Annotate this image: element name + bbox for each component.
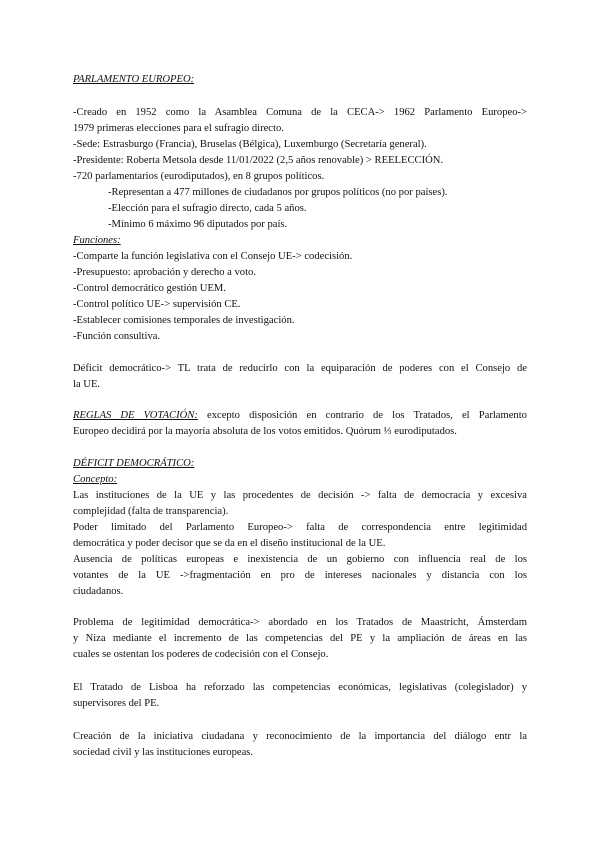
paragraph-line: complejidad (falta de transparencia).	[73, 506, 229, 517]
text-line: -Sede: Estrasburgo (Francia), Bruselas (Bélgica), Luxemburgo (Secretaría general).	[73, 139, 427, 150]
indented-line: -Elección para el sufragio directo, cada 5 años.	[108, 203, 307, 214]
functions-heading: Funciones:	[73, 235, 121, 246]
voting-rules-line: Europeo decidirá por la mayoría absoluta de los votos emitidos. Quórum ⅓ eurodiputados.	[73, 426, 457, 437]
paragraph-line: sociedad civil y las instituciones europeas.	[73, 747, 254, 758]
function-item: -Control político UE-> supervisión CE.	[73, 299, 241, 310]
paragraph-line: El Tratado de Lisboa ha reforzado las competencias económicas, legislativas (colegislador) y	[73, 682, 527, 693]
section-title-deficit: DÉFICIT DEMOCRÁTICO:	[73, 458, 195, 469]
indented-line: -Representan a 477 millones de ciudadanos por grupos políticos (no por países).	[108, 187, 448, 198]
paragraph-line: Ausencia de políticas europeas e inexistencia de un gobierno con influencia real de los	[73, 554, 527, 565]
voting-rules-heading: REGLAS DE VOTACIÓN:	[73, 410, 198, 421]
voting-rules-text: excepto disposición en contrario de los Tratados, el Parlamento	[197, 410, 527, 421]
paragraph-line: Poder limitado del Parlamento Europeo-> falta de correspondencia entre legitimidad	[73, 522, 527, 533]
paragraph-line: cuales se ostentan los poderes de codecisión con el Consejo.	[73, 649, 329, 660]
text-line: 1979 primeras elecciones para el sufragio directo.	[73, 123, 284, 134]
paragraph-line: democrática y poder decisor que se da en el diseño institucional de la UE.	[73, 538, 386, 549]
indented-line: -Mínimo 6 máximo 96 diputados por país.	[108, 219, 288, 230]
text-line: -Creado en 1952 como la Asamblea Comuna de la CECA-> 1962 Parlamento Europeo->	[73, 107, 527, 118]
deficit-note-line: Déficit democrático-> TL trata de reducirlo con la equiparación de poderes con el Consejo de	[73, 363, 527, 374]
paragraph-line: y Niza mediante el incremento de las competencias del PE y la ampliación de áreas en las	[73, 633, 527, 644]
concept-heading: Concepto:	[73, 474, 118, 485]
function-item: -Control democrático gestión UEM.	[73, 283, 226, 294]
voting-rules-line	[73, 408, 527, 424]
paragraph-line: supervisores del PE.	[73, 698, 160, 709]
function-item: -Comparte la función legislativa con el Consejo UE-> codecisión.	[73, 251, 353, 262]
paragraph-line: Las instituciones de la UE y las procedentes de decisión -> falta de democracia y excesiva	[73, 490, 527, 501]
deficit-note-line: la UE.	[73, 379, 101, 390]
paragraph-line: Creación de la iniciativa ciudadana y reconocimiento de la importancia del diálogo entr la	[73, 731, 527, 742]
text-line: -720 parlamentarios (eurodiputados), en 8 grupos políticos.	[73, 171, 325, 182]
function-item: -Función consultiva.	[73, 331, 161, 342]
function-item: -Presupuesto: aprobación y derecho a voto.	[73, 267, 256, 278]
section-title-parlamento: PARLAMENTO EUROPEO:	[73, 74, 195, 85]
function-item: -Establecer comisiones temporales de investigación.	[73, 315, 295, 326]
text-line: -Presidente: Roberta Metsola desde 11/01/2022 (2,5 años renovable) > REELECCIÓN.	[73, 155, 444, 166]
paragraph-line: Problema de legitimidad democrática-> abordado en los Tratados de Maastricht, Ámsterdam	[73, 617, 527, 628]
paragraph-line: votantes de la UE ->fragmentación en pro de intereses nacionales y distancia con los	[73, 570, 527, 581]
paragraph-line: ciudadanos.	[73, 586, 124, 597]
